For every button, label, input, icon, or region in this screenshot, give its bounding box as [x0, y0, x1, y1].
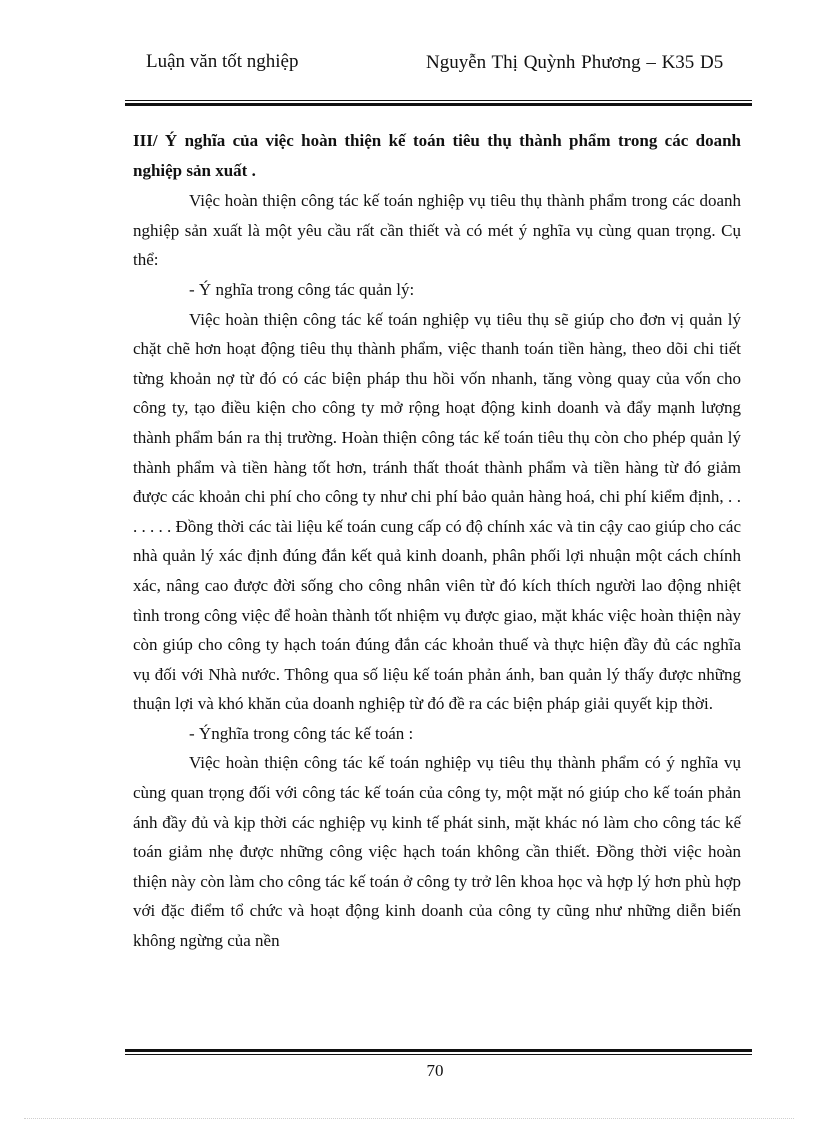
footer-rule-thin	[125, 1054, 752, 1055]
item-accounting-body: Việc hoàn thiện công tác kế toán nghiệp vụ tiêu thụ thành phẩm có ý nghĩa vụ cùng quan trọng đối với công tác kế toán của công ty, một mặt nó giúp cho kế toán phản ánh đầy đủ và kịp thời các nghiệp vụ kinh tế phát sinh, mặt khác nó làm cho công tác kế toán giảm nhẹ được những công việc hạch toán không cần thiết. Đồng thời việc hoàn thiện này còn làm cho công tác kế toán ở công ty trở lên khoa học và hợp lý hơn phù hợp với đặc điểm tổ chức và hoạt động kinh doanh của công ty cũng như những diễn biến không ngừng của nền	[133, 753, 741, 951]
page-number: 70	[426, 1061, 444, 1080]
item-accounting-title: - Ýnghĩa trong công tác kế toán :	[189, 723, 414, 743]
header-title: Luận văn tốt nghiệp	[146, 51, 299, 72]
footer-rule-thick	[125, 1049, 752, 1052]
footer-rule	[125, 1049, 752, 1055]
page-edge-divider	[24, 1118, 794, 1119]
item-management-title: - Ý nghĩa trong công tác quản lý:	[189, 279, 415, 299]
header-author: Nguyễn Thị Quỳnh Phương – K35 D5	[426, 52, 724, 73]
page-body	[133, 126, 741, 956]
header-rule-thick	[125, 103, 752, 106]
header-rule-thin	[125, 100, 752, 101]
section-heading: III/ Ý nghĩa của việc hoàn thiện kế toán tiêu thụ thành phẩm trong các doanh nghiệp sản xuất .	[133, 131, 741, 180]
intro-paragraph: Việc hoàn thiện công tác kế toán nghiệp vụ tiêu thụ thành phẩm trong các doanh nghiệp sản xuất là một yêu cầu rất cần thiết và có mét ý nghĩa vụ cùng quan trọng. Cụ thể:	[133, 191, 741, 270]
header-rule	[125, 100, 752, 106]
item-management-body: Việc hoàn thiện công tác kế toán nghiệp vụ tiêu thụ sẽ giúp cho đơn vị quản lý chặt chẽ hơn hoạt động tiêu thụ thành phẩm, việc thanh toán tiền hàng, theo dõi chi tiết từng khoản nợ từ đó có các biện pháp thu hồi vốn nhanh, tăng vòng quay của vốn cho công ty, tạo điều kiện cho công ty mở rộng hoạt động kinh doanh và đẩy mạnh lượng thành phẩm bán ra thị trường. Hoàn thiện công tác kế toán tiêu thụ còn cho phép quản lý thành phẩm và tiền hàng tốt hơn, tránh thất thoát thành phẩm và tiền hàng từ đó giảm được các khoản chi phí cho công ty như chi phí bảo quản hàng hoá, chi phí kiểm định, . . . . . . . Đồng thời các tài liệu kế toán cung cấp có độ chính xác và tin cậy cao giúp cho các nhà quản lý xác định đúng đắn kết quả kinh doanh, phân phối lợi nhuận một cách chính xác, nâng cao được đời sống cho công nhân viên từ đó kích thích người lao động nhiệt tình trong công việc để hoàn thành tốt nhiệm vụ được giao, mặt khác việc hoàn thiện này còn giúp cho công ty hạch toán đúng đắn các khoản thuế và thực hiện đầy đủ các nghĩa vụ đối với Nhà nước. Thông qua số liệu kế toán phản ánh, ban quản lý thấy được những thuận lợi và khó khăn của doanh nghiệp từ đó đề ra các biện pháp giải quyết kịp thời.	[133, 309, 742, 714]
